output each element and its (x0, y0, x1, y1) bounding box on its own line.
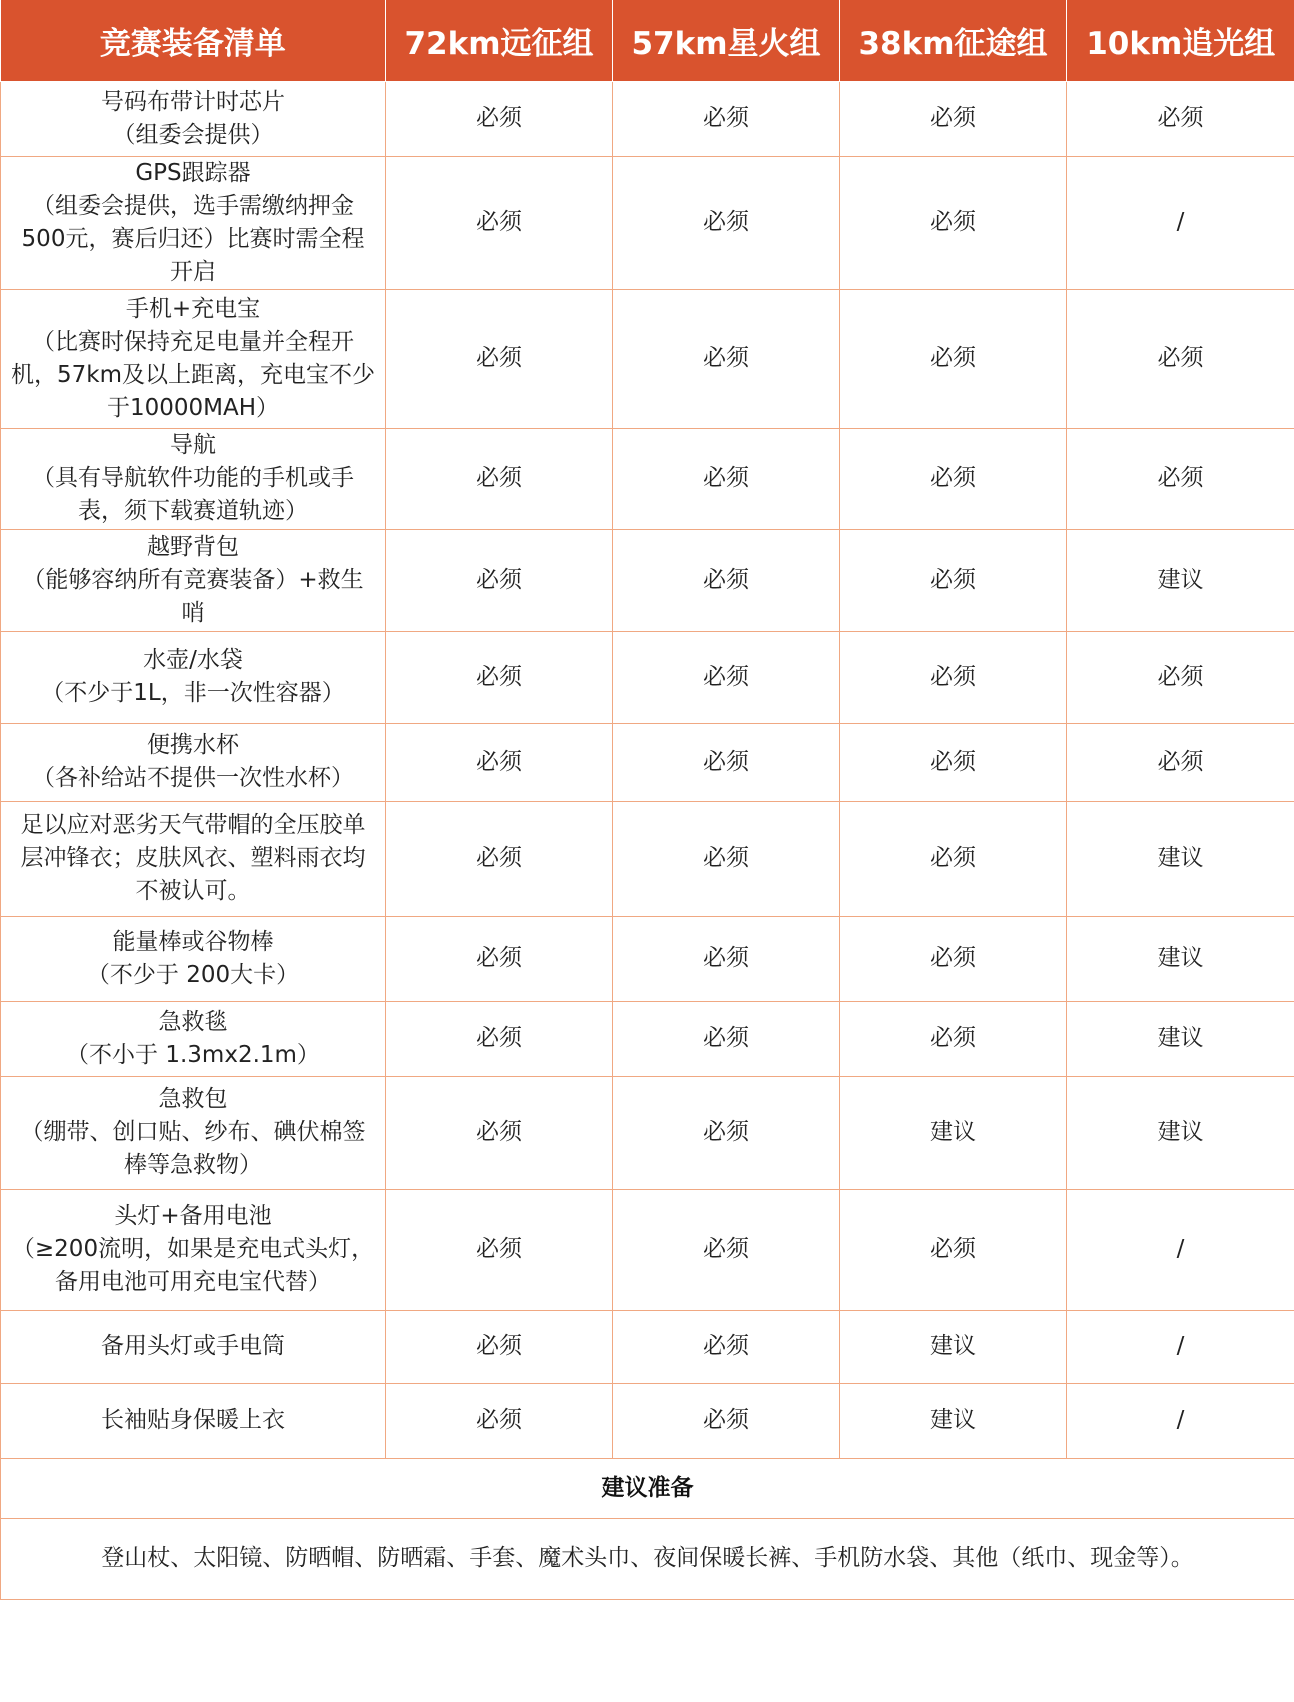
equipment-item-line: 急救包 (158, 1086, 228, 1112)
equipment-item (1, 529, 386, 631)
header-row (1, 0, 1294, 81)
table-row (1, 81, 1294, 156)
requirement-cell: 建议 (1067, 1001, 1294, 1076)
requirement-cell: 必须 (1067, 723, 1294, 801)
table-row (1, 156, 1294, 289)
requirement-cell: 必须 (613, 801, 840, 916)
equipment-item (1, 1076, 386, 1189)
requirement-cell: 建议 (1067, 1076, 1294, 1189)
requirement-cell: 必须 (386, 723, 613, 801)
table-row (1, 428, 1294, 529)
requirement-cell: 建议 (1067, 529, 1294, 631)
equipment-item (1, 289, 386, 428)
requirement-cell: 必须 (840, 1189, 1067, 1310)
equipment-item (1, 1383, 386, 1458)
equipment-item-line: 手机+充电宝 (125, 295, 261, 322)
equipment-item-line: 机，57km及以上距离，充电宝不少 (11, 361, 375, 388)
table-header (1, 0, 1294, 81)
requirement-cell: 必须 (386, 916, 613, 1001)
requirement-cell: 必须 (386, 631, 613, 723)
requirement-cell: 必须 (840, 81, 1067, 156)
equipment-item-line: 棒等急救物） (124, 1152, 262, 1178)
requirement-cell: 必须 (840, 916, 1067, 1001)
requirement-cell: 必须 (613, 1001, 840, 1076)
requirement-cell: 建议 (840, 1383, 1067, 1458)
requirement-cell: / (1067, 1189, 1294, 1310)
equipment-item (1, 631, 386, 723)
requirement-cell: 必须 (386, 801, 613, 916)
header-item: 竞赛装备清单 (1, 0, 386, 81)
equipment-item (1, 723, 386, 801)
header-group-57km: 57km星火组 (613, 0, 840, 81)
equipment-item-line: （绷带、创口贴、纱布、碘伏棉签 (20, 1119, 366, 1145)
table-body (1, 81, 1294, 1458)
equipment-item-line: 不被认可。 (135, 878, 251, 904)
equipment-item (1, 81, 386, 156)
requirement-cell: 必须 (386, 156, 613, 289)
requirement-cell: 必须 (1067, 428, 1294, 529)
requirement-cell: 必须 (386, 529, 613, 631)
requirement-cell: / (1067, 156, 1294, 289)
equipment-item-line: （不少于1L，非一次性容器） (41, 680, 345, 706)
requirement-cell: 必须 (840, 156, 1067, 289)
requirement-cell: 建议 (1067, 916, 1294, 1001)
suggested-title: 建议准备 (1, 1458, 1294, 1518)
requirement-cell: 必须 (840, 529, 1067, 631)
table-row (1, 801, 1294, 916)
requirement-cell: 建议 (1067, 801, 1294, 916)
equipment-item-line: （能够容纳所有竞赛装备）+救生 (22, 566, 364, 593)
header-group-72km: 72km远征组 (386, 0, 613, 81)
equipment-item-line: （各补给站不提供一次性水杯） (32, 765, 354, 791)
equipment-item-line: 水壶/水袋 (143, 647, 243, 673)
table-row (1, 529, 1294, 631)
equipment-item-line: 越野背包 (147, 533, 239, 560)
equipment-item-line: 头灯+备用电池 (114, 1203, 272, 1229)
equipment-item-line: 备用电池可用充电宝代替） (55, 1269, 331, 1295)
equipment-item-line: （组委会提供） (112, 121, 274, 148)
requirement-cell: 必须 (613, 81, 840, 156)
requirement-cell: 必须 (840, 801, 1067, 916)
requirement-cell: 必须 (1067, 631, 1294, 723)
suggested-section (1, 1458, 1294, 1599)
equipment-item-line: （≥200流明，如果是充电式头灯， (11, 1236, 375, 1262)
equipment-item-line: （不少于 200大卡） (86, 961, 300, 988)
requirement-cell: 必须 (613, 289, 840, 428)
requirement-cell: 必须 (613, 1076, 840, 1189)
equipment-item-line: GPS跟踪器 (135, 159, 251, 186)
equipment-item (1, 801, 386, 916)
requirement-cell: / (1067, 1310, 1294, 1383)
equipment-item-line: 便携水杯 (147, 732, 239, 758)
requirement-cell: 建议 (840, 1310, 1067, 1383)
table-row (1, 1310, 1294, 1383)
equipment-item-line: 能量棒或谷物棒 (112, 928, 274, 955)
requirement-cell: 必须 (386, 1383, 613, 1458)
requirement-cell: 必须 (613, 1189, 840, 1310)
requirement-cell: 必须 (386, 1001, 613, 1076)
requirement-cell: 必须 (613, 156, 840, 289)
header-group-38km: 38km征途组 (840, 0, 1067, 81)
equipment-item (1, 1189, 386, 1310)
table-row (1, 723, 1294, 801)
suggested-text-row (1, 1518, 1294, 1599)
equipment-item-line: 长袖贴身保暖上衣 (101, 1407, 285, 1433)
equipment-item-line: 足以应对恶劣天气带帽的全压胶单 (20, 812, 366, 838)
requirement-cell: 必须 (613, 1383, 840, 1458)
equipment-item-line: （具有导航软件功能的手机或手 (32, 465, 354, 491)
equipment-item-line: 表，须下载赛道轨迹） (78, 498, 308, 524)
requirement-cell: 必须 (386, 1076, 613, 1189)
table-row (1, 916, 1294, 1001)
table-row (1, 1076, 1294, 1189)
equipment-item-line: 层冲锋衣；皮肤风衣、塑料雨衣均 (20, 845, 366, 871)
table-row (1, 631, 1294, 723)
requirement-cell: 必须 (840, 1001, 1067, 1076)
equipment-item-line: 导航 (170, 432, 216, 458)
suggested-text: 登山杖、太阳镜、防晒帽、防晒霜、手套、魔术头巾、夜间保暖长裤、手机防水袋、其他（纸巾、现金等）。 (1, 1518, 1294, 1599)
requirement-cell: 必须 (386, 1310, 613, 1383)
equipment-item-line: 500元，赛后归还）比赛时需全程 (21, 225, 365, 252)
requirement-cell: 必须 (386, 428, 613, 529)
requirement-cell: 必须 (1067, 289, 1294, 428)
header-group-10km: 10km追光组 (1067, 0, 1294, 81)
requirement-cell: 必须 (386, 1189, 613, 1310)
requirement-cell: 必须 (613, 723, 840, 801)
requirement-cell: 必须 (613, 529, 840, 631)
requirement-cell: 必须 (840, 723, 1067, 801)
equipment-item-line: 急救毯 (158, 1008, 228, 1035)
table-row (1, 289, 1294, 428)
equipment-item-line: （比赛时保持充足电量并全程开 (32, 328, 354, 355)
equipment-item-line: 于10000MAH） (106, 394, 280, 421)
requirement-cell: 必须 (613, 916, 840, 1001)
requirement-cell: 必须 (840, 289, 1067, 428)
table-row (1, 1383, 1294, 1458)
requirement-cell: 必须 (613, 1310, 840, 1383)
requirement-cell: 必须 (386, 289, 613, 428)
equipment-item (1, 916, 386, 1001)
requirement-cell: / (1067, 1383, 1294, 1458)
equipment-item (1, 1001, 386, 1076)
requirement-cell: 必须 (840, 428, 1067, 529)
table-row (1, 1001, 1294, 1076)
equipment-item-line: （组委会提供，选手需缴纳押金 (32, 192, 354, 219)
requirement-cell: 必须 (840, 631, 1067, 723)
equipment-item-line: 号码布带计时芯片 (101, 88, 285, 115)
equipment-item (1, 156, 386, 289)
requirement-cell: 建议 (840, 1076, 1067, 1189)
requirement-cell: 必须 (1067, 81, 1294, 156)
equipment-item-line: 哨 (181, 599, 205, 626)
equipment-item-line: （不小于 1.3mx2.1m） (66, 1041, 320, 1068)
requirement-cell: 必须 (613, 631, 840, 723)
requirement-cell: 必须 (386, 81, 613, 156)
equipment-item-line: 备用头灯或手电筒 (101, 1333, 285, 1359)
requirement-cell: 必须 (613, 428, 840, 529)
equipment-item-line: 开启 (170, 258, 216, 285)
table-row (1, 1189, 1294, 1310)
equipment-item (1, 428, 386, 529)
suggested-title-row (1, 1458, 1294, 1518)
equipment-item (1, 1310, 386, 1383)
